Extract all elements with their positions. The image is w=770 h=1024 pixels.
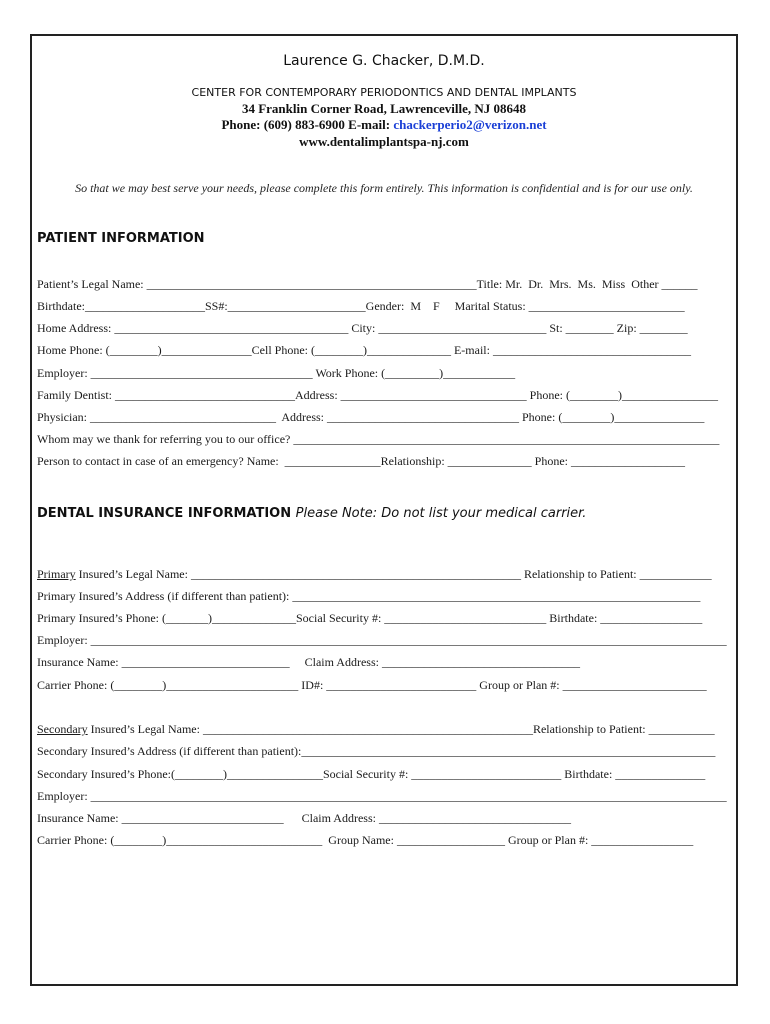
insurance-note: Please Note: Do not list your medical carrier.	[295, 506, 587, 521]
intro-text: So that we may best serve your needs, please complete this form entirely. This information is confidential and is for our use only.	[75, 181, 693, 195]
practice-name: CENTER FOR CONTEMPORARY PERIODONTICS AND DENTAL IMPLANTS	[191, 86, 577, 99]
secondary-address-line[interactable]: Secondary Insured’s Address (if different than patient):_____________________________________________________________________	[37, 744, 716, 758]
patient-home-address-line[interactable]: Home Address: _______________________________________ City: ____________________________ St: ________ Zip: ________	[37, 321, 688, 335]
email-link[interactable]: chackerperio2@verizon.net	[393, 117, 547, 132]
primary-legal-name-rest: Insured’s Legal Name: _______________________________________________________ Relationship to Patient: ____________	[75, 567, 712, 581]
primary-legal-name-line[interactable]	[37, 567, 737, 581]
patient-legal-name-line[interactable]: Patient’s Legal Name: _______________________________________________________Title: Mr. Dr. Mrs. Ms. Miss Other ______	[37, 277, 698, 291]
insurance-info-heading	[37, 506, 586, 521]
patient-info-heading: PATIENT INFORMATION	[37, 231, 205, 246]
secondary-employer-line[interactable]: Employer: __________________________________________________________________________________________________________	[37, 789, 727, 803]
practice-address: 34 Franklin Corner Road, Lawrenceville, NJ 08648	[241, 101, 527, 116]
patient-birthdate-line[interactable]: Birthdate:____________________SS#:_______________________Gender: M F Marital Status: __________________________	[37, 299, 685, 313]
patient-phone-line[interactable]: Home Phone: (________)_______________Cell Phone: (________)______________ E-mail: _________________________________	[37, 343, 691, 357]
secondary-legal-name-rest: Insured’s Legal Name: _______________________________________________________Relationship to Patient: ___________	[87, 722, 715, 736]
primary-label: Primary	[37, 567, 76, 581]
secondary-phone-line[interactable]: Secondary Insured’s Phone:(________)________________Social Security #: _________________________ Birthdate: _______________	[37, 767, 706, 781]
phone-text: Phone: (609) 883-6900 E-mail:	[221, 117, 394, 132]
primary-employer-line[interactable]: Employer: __________________________________________________________________________________________________________	[37, 633, 727, 647]
primary-phone-line[interactable]: Primary Insured’s Phone: (_______)______________Social Security #: ___________________________ Birthdate: _________________	[37, 611, 703, 625]
secondary-carrier-phone-line[interactable]: Carrier Phone: (________)__________________________ Group Name: __________________ Group or Plan #: _________________	[37, 833, 694, 847]
doctor-name: Laurence G. Chacker, D.M.D.	[283, 53, 485, 69]
primary-carrier-phone-line[interactable]: Carrier Phone: (________)______________________ ID#: _________________________ Group or Plan #: ________________________	[37, 678, 707, 692]
patient-employer-line[interactable]: Employer: _____________________________________ Work Phone: (_________)____________	[37, 366, 516, 380]
patient-emergency-contact-line[interactable]: Person to contact in case of an emergency? Name: ________________Relationship: ______________ Phone: ___________________	[37, 454, 686, 468]
primary-insurance-name-line[interactable]: Insurance Name: ____________________________ Claim Address: _________________________________	[37, 655, 580, 669]
secondary-label: Secondary	[37, 722, 88, 736]
patient-physician-line[interactable]: Physician: _______________________________ Address: ________________________________ Phone: (________)_______________	[37, 410, 705, 424]
patient-family-dentist-line[interactable]: Family Dentist: ______________________________Address: _______________________________ Phone: (________)________________	[37, 388, 718, 402]
secondary-legal-name-line[interactable]	[37, 722, 737, 736]
patient-referral-line[interactable]: Whom may we thank for referring you to our office? _______________________________________________________________________	[37, 432, 720, 446]
insurance-heading-text: DENTAL INSURANCE INFORMATION	[37, 506, 292, 521]
website-link[interactable]: www.dentalimplantspa-nj.com	[299, 134, 469, 149]
primary-address-line[interactable]: Primary Insured’s Address (if different than patient): ____________________________________________________________________	[37, 589, 701, 603]
secondary-insurance-name-line[interactable]: Insurance Name: ___________________________ Claim Address: ________________________________	[37, 811, 571, 825]
practice-contact	[30, 117, 738, 133]
